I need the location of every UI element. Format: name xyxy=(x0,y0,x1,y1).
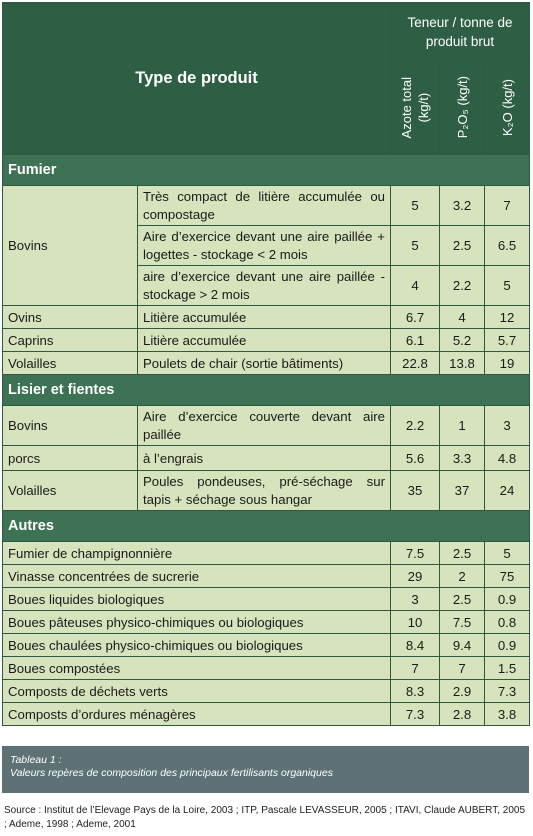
table-row xyxy=(3,680,530,703)
azote-cell: 35 xyxy=(391,471,440,511)
table-row xyxy=(3,588,530,611)
category-cell: Caprins xyxy=(3,329,138,352)
category-cell: Volailles xyxy=(3,352,138,375)
header-col-p2o5: P₂O₅ (kg/t) xyxy=(440,61,485,155)
table-row xyxy=(3,611,530,634)
table-row xyxy=(3,406,530,446)
description-cell: Poules pondeuses, pré-séchage sur tapis + séchage sous hangar xyxy=(138,471,391,511)
k2o-cell: 7.3 xyxy=(485,680,530,703)
section-title: Lisier et fientes xyxy=(3,375,530,406)
category-cell: Bovins xyxy=(3,406,138,446)
table-row xyxy=(3,186,530,226)
header-type-produit: Type de produit xyxy=(3,3,391,155)
azote-cell: 22.8 xyxy=(391,352,440,375)
k2o-cell: 5.7 xyxy=(485,329,530,352)
k2o-cell: 24 xyxy=(485,471,530,511)
p2o5-cell: 2.2 xyxy=(440,266,485,306)
table-row xyxy=(3,542,530,565)
p2o5-cell: 2.5 xyxy=(440,226,485,266)
caption-text: Valeurs repères de composition des principaux fertilisants organiques xyxy=(10,767,333,779)
k2o-cell: 3 xyxy=(485,406,530,446)
azote-cell: 2.2 xyxy=(391,406,440,446)
azote-cell: 10 xyxy=(391,611,440,634)
azote-cell: 6.1 xyxy=(391,329,440,352)
section-fumier xyxy=(3,155,530,186)
p2o5-cell: 2.5 xyxy=(440,542,485,565)
header-col-azote: Azote total (kg/t) xyxy=(391,61,440,155)
azote-cell: 7 xyxy=(391,657,440,680)
table-row xyxy=(3,634,530,657)
p2o5-cell: 9.4 xyxy=(440,634,485,657)
k2o-cell: 12 xyxy=(485,306,530,329)
p2o5-cell: 2.8 xyxy=(440,703,485,726)
header-teneur-line2: produit brut xyxy=(425,33,495,49)
azote-cell: 5.6 xyxy=(391,446,440,471)
product-name-cell: Boues compostées xyxy=(3,657,391,680)
source-note: Source : Institut de l’Elevage Pays de la Loire, 2003 ; ITP, Pascale LEVASSEUR, 2005 ; ITAVI, Claude AUBERT, 2005 ; Ademe, 1998 ; Ademe, 2001 xyxy=(4,805,526,830)
azote-cell: 3 xyxy=(391,588,440,611)
section-autres xyxy=(3,511,530,542)
table-caption xyxy=(2,746,529,793)
k2o-cell: 5 xyxy=(485,542,530,565)
k2o-cell: 0.9 xyxy=(485,588,530,611)
azote-cell: 8.3 xyxy=(391,680,440,703)
description-cell: Aire d’exercice couverte devant aire paillée xyxy=(138,406,391,446)
product-name-cell: Boues chaulées physico-chimiques ou biologiques xyxy=(3,634,391,657)
k2o-cell: 0.8 xyxy=(485,611,530,634)
p2o5-cell: 5.2 xyxy=(440,329,485,352)
table-row xyxy=(3,306,530,329)
table-row xyxy=(3,329,530,352)
p2o5-cell: 1 xyxy=(440,406,485,446)
k2o-cell: 75 xyxy=(485,565,530,588)
product-name-cell: Boues liquides biologiques xyxy=(3,588,391,611)
azote-cell: 4 xyxy=(391,266,440,306)
k2o-cell: 5 xyxy=(485,266,530,306)
azote-cell: 6.7 xyxy=(391,306,440,329)
k2o-cell: 19 xyxy=(485,352,530,375)
description-cell: à l’engrais xyxy=(138,446,391,471)
azote-cell: 8.4 xyxy=(391,634,440,657)
fertilizer-composition-table xyxy=(2,2,530,726)
p2o5-cell: 4 xyxy=(440,306,485,329)
category-cell: porcs xyxy=(3,446,138,471)
p2o5-cell: 37 xyxy=(440,471,485,511)
table-row xyxy=(3,703,530,726)
description-cell: Très compact de litière accumulée ou compostage xyxy=(138,186,391,226)
header-teneur-line1: Teneur / tonne de xyxy=(407,14,513,30)
p2o5-cell: 3.3 xyxy=(440,446,485,471)
description-cell: Poulets de chair (sortie bâtiments) xyxy=(138,352,391,375)
p2o5-cell: 2.9 xyxy=(440,680,485,703)
section-lisier xyxy=(3,375,530,406)
table-row xyxy=(3,471,530,511)
k2o-cell: 6.5 xyxy=(485,226,530,266)
k2o-cell: 3.8 xyxy=(485,703,530,726)
caption-title: Tableau 1 : xyxy=(10,754,62,766)
product-name-cell: Fumier de champignonnière xyxy=(3,542,391,565)
table-row xyxy=(3,446,530,471)
azote-cell: 5 xyxy=(391,186,440,226)
description-cell: Aire d’exercice devant une aire paillée + logettes - stockage < 2 mois xyxy=(138,226,391,266)
category-cell: Bovins xyxy=(3,186,138,306)
product-name-cell: Composts de déchets verts xyxy=(3,680,391,703)
k2o-cell: 1.5 xyxy=(485,657,530,680)
azote-cell: 5 xyxy=(391,226,440,266)
section-title: Fumier xyxy=(3,155,530,186)
k2o-cell: 4.8 xyxy=(485,446,530,471)
k2o-cell: 7 xyxy=(485,186,530,226)
p2o5-cell: 13.8 xyxy=(440,352,485,375)
azote-cell: 29 xyxy=(391,565,440,588)
azote-cell: 7.3 xyxy=(391,703,440,726)
table-row xyxy=(3,565,530,588)
header-col-k2o: K₂O (kg/t) xyxy=(485,61,530,155)
p2o5-cell: 7 xyxy=(440,657,485,680)
section-title: Autres xyxy=(3,511,530,542)
p2o5-cell: 2 xyxy=(440,565,485,588)
product-name-cell: Vinasse concentrées de sucrerie xyxy=(3,565,391,588)
p2o5-cell: 2.5 xyxy=(440,588,485,611)
description-cell: Litière accumulée xyxy=(138,329,391,352)
product-name-cell: Boues pâteuses physico-chimiques ou biologiques xyxy=(3,611,391,634)
table-row xyxy=(3,352,530,375)
description-cell: aire d’exercice devant une aire paillée - stockage > 2 mois xyxy=(138,266,391,306)
category-cell: Ovins xyxy=(3,306,138,329)
p2o5-cell: 7.5 xyxy=(440,611,485,634)
azote-cell: 7.5 xyxy=(391,542,440,565)
p2o5-cell: 3.2 xyxy=(440,186,485,226)
description-cell: Litière accumulée xyxy=(138,306,391,329)
header-teneur xyxy=(391,3,530,61)
product-name-cell: Composts d’ordures ménagères xyxy=(3,703,391,726)
table-row xyxy=(3,657,530,680)
k2o-cell: 0.9 xyxy=(485,634,530,657)
category-cell: Volailles xyxy=(3,471,138,511)
